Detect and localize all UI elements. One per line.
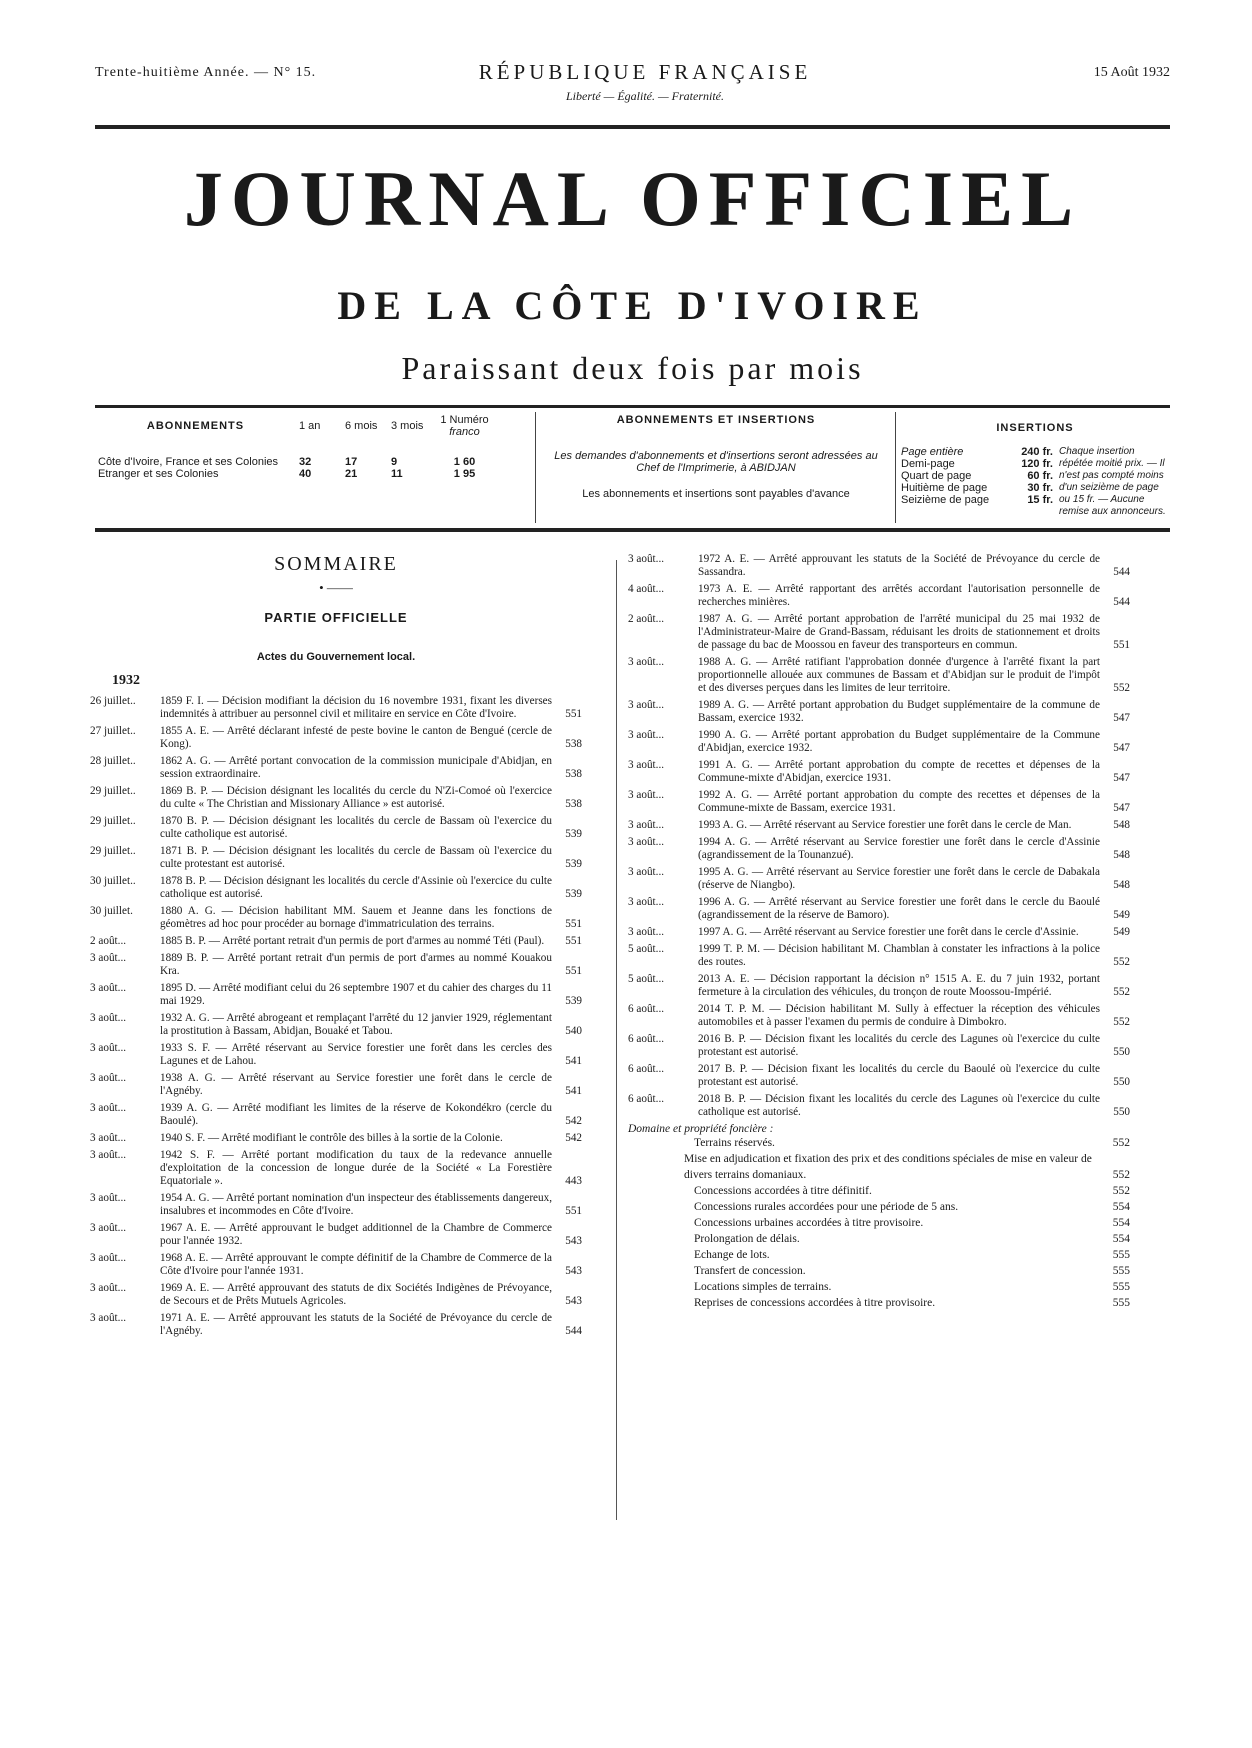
header-rule (95, 405, 1170, 408)
list-item (628, 1295, 1130, 1311)
list-item (628, 1003, 1130, 1029)
entry-text: 2013 A. E. — Décision rapportant la décision n° 1515 A. E. du 7 juin 1932, portant fermeture à la circulation des véhicules, du tronçon de route Moossou-Impérié. (698, 973, 1100, 998)
entry-text: 1938 A. G. — Arrêté réservant au Service forestier une forêt dans le cercle de l'Agnéby. (160, 1072, 552, 1097)
entry-date: 3 août... (90, 982, 127, 994)
top-rule (95, 125, 1170, 129)
page-number: 551 (565, 708, 582, 720)
column-divider (616, 560, 617, 1520)
list-item (90, 875, 582, 901)
abonnements-col (95, 414, 535, 480)
list-item (628, 973, 1130, 999)
entry-text: 1968 A. E. — Arrêté approuvant le compte définitif de la Chambre de Commerce de la Côte d'Ivoire pour l'année 1931. (160, 1252, 552, 1277)
list-item (90, 1042, 582, 1068)
page-number: 550 (1113, 1106, 1130, 1118)
list-item (628, 1231, 1130, 1247)
entry-text: 1954 A. G. — Arrêté portant nomination d'un inspecteur des établissements dangereux, insalubres et incommodes en Côte d'Ivoire. (160, 1192, 552, 1217)
entry-text: 1870 B. P. — Décision désignant les localités du cercle de Bassam où l'exercice du culte catholique est autorisé. (160, 815, 552, 840)
list-item (90, 905, 582, 931)
list-item: Seizième de page 15 fr. (901, 494, 1053, 506)
entry-text: 1895 D. — Arrêté modifiant celui du 26 septembre 1907 et du cahier des charges du 11 mai 1929. (160, 982, 552, 1007)
list-item: Huitième de page 30 fr. (901, 482, 1053, 494)
entry-text: 1990 A. G. — Arrêté portant approbation du Budget supplémentaire de la Commune d'Abidjan, exercice 1932. (698, 729, 1100, 754)
entry-text: Concessions rurales accordées pour une période de 5 ans. (694, 1201, 959, 1213)
list-item (628, 926, 1130, 939)
entry-date: 3 août... (628, 699, 665, 711)
entry-text: Transfert de concession. (694, 1265, 806, 1277)
page-number: 544 (565, 1325, 582, 1337)
col-1an: 1 an (299, 420, 321, 432)
box-bottom-rule (95, 528, 1170, 532)
page-number: 552 (1113, 986, 1130, 998)
entry-date: 3 août... (90, 1312, 127, 1324)
list-item (628, 613, 1130, 652)
page-number: 542 (565, 1115, 582, 1127)
sommaire-right-column (628, 553, 1130, 1311)
mid-col (543, 414, 889, 500)
entry-text: 1932 A. G. — Arrêté abrogeant et remplaçant l'arrêté du 12 janvier 1929, réglementant la prostitution à Bassam, Abidjan, Bouaké et Tabou. (160, 1012, 552, 1037)
republique-block (435, 60, 855, 104)
entry-text: Prolongation de délais. (694, 1233, 800, 1245)
page-number: 443 (565, 1175, 582, 1187)
page-number: 554 (1112, 1217, 1130, 1229)
entry-text: 1987 A. G. — Arrêté portant approbation de l'arrêté municipal du 25 mai 1932 de l'Administrateur-Maire de Grand-Bassam, réduisant les droits de stationnement et droits de passage du bac de Moossou en faveur des transporteurs en commun. (698, 613, 1100, 651)
entry-text: 2017 B. P. — Décision fixant les localités du cercle du Baoulé où l'exercice du culte protestant est autorisé. (698, 1063, 1100, 1088)
page-number: 547 (1113, 742, 1130, 754)
entry-text: 1862 A. G. — Arrêté portant convocation de la commission municipale d'Abidjan, en session extraordinaire. (160, 755, 552, 780)
actes-heading: Actes du Gouvernement local. (256, 651, 416, 663)
list-item (90, 1192, 582, 1218)
page-number: 540 (565, 1025, 582, 1037)
page-number: 542 (565, 1132, 582, 1144)
list-item (628, 1199, 1130, 1215)
entry-date: 3 août... (90, 1149, 127, 1161)
page-number: 547 (1113, 772, 1130, 784)
page-number: 555 (1112, 1265, 1130, 1277)
entry-text: Concessions accordées à titre définitif. (694, 1185, 872, 1197)
page-number: 549 (1113, 926, 1130, 938)
list-item (90, 935, 582, 948)
list-item (628, 759, 1130, 785)
list-item (628, 943, 1130, 969)
list-item (628, 583, 1130, 609)
entry-text: 1967 A. E. — Arrêté approuvant le budget additionnel de la Chambre de Commerce pour l'année 1932. (160, 1222, 552, 1247)
list-item (628, 896, 1130, 922)
entry-text: 1855 A. E. — Arrêté déclarant infesté de peste bovine le canton de Bengué (cercle de Kong). (160, 725, 552, 750)
list-item (90, 1222, 582, 1248)
page-number: 549 (1113, 909, 1130, 921)
journal-subtitle: DE LA CÔTE D'IVOIRE (337, 283, 928, 328)
page-number: 555 (1112, 1281, 1130, 1293)
entry-text: 1997 A. G. — Arrêté réservant au Service forestier une forêt dans le cercle d'Assinie. (698, 926, 1079, 938)
entry-date: 26 juillet.. (90, 695, 136, 707)
parution-frequency: Paraissant deux fois par mois (401, 350, 864, 386)
page-number: 552 (1113, 956, 1130, 968)
entry-date: 2 août... (90, 935, 127, 947)
entry-date: 27 juillet.. (90, 725, 136, 737)
entry-text: Locations simples de terrains. (694, 1281, 832, 1293)
entry-date: 2 août... (628, 613, 665, 625)
entry-date: 3 août... (628, 789, 665, 801)
page-number: 552 (1112, 1185, 1130, 1197)
col-6mois: 6 mois (345, 420, 378, 432)
entry-date: 3 août... (628, 866, 665, 878)
entry-date: 3 août... (628, 896, 665, 908)
entry-text: 1993 A. G. — Arrêté réservant au Service forestier une forêt dans le cercle de Man. (698, 819, 1072, 831)
entry-text: 2016 B. P. — Décision fixant les localités du cercle des Lagunes où l'exercice du culte protestant est autorisé. (698, 1033, 1100, 1058)
masthead-top (95, 60, 1170, 103)
list-item (628, 1215, 1130, 1231)
entry-text: Concessions urbaines accordées à titre provisoire. (694, 1217, 924, 1229)
entry-text: 1988 A. G. — Arrêté ratifiant l'approbation donnée d'urgence à l'arrêté fixant la part proportionnelle allouée aux communes de Bassam et d'Abidjan sur le produit de l'impôt et des diverses perçues dans les limites de leur territoire. (698, 656, 1100, 694)
page-number: 539 (565, 858, 582, 870)
entry-date: 3 août... (628, 836, 665, 848)
list-item (628, 836, 1130, 862)
entry-date: 4 août... (628, 583, 665, 595)
page-number: 555 (1112, 1249, 1130, 1261)
abonnements-head: ABONNEMENTS (146, 420, 245, 432)
list-item: Page entière 240 fr. (901, 446, 1053, 458)
entry-date: 3 août... (90, 1252, 127, 1264)
sommaire-title: SOMMAIRE (274, 553, 398, 575)
journal-title: JOURNAL OFFICIEL (183, 155, 1082, 242)
entry-date: 29 juillet.. (90, 785, 136, 797)
entry-text: 1973 A. E. — Arrêté rapportant des arrêtés accordant l'autorisation personnelle de recherches minières. (698, 583, 1100, 608)
entry-date: 5 août... (628, 973, 665, 985)
page-number: 551 (565, 965, 582, 977)
page-number: 541 (565, 1085, 582, 1097)
entry-text: 1969 A. E. — Arrêté approuvant des statuts de dix Sociétés Indigènes de Prévoyance, de Secours et de Prêts Mutuels Agricoles. (160, 1282, 552, 1307)
list-item: Quart de page 60 fr. (901, 470, 1053, 482)
list-item (628, 819, 1130, 832)
list-item (90, 755, 582, 781)
entry-date: 3 août... (90, 1222, 127, 1234)
page-number: 551 (565, 918, 582, 930)
list-item (90, 1012, 582, 1038)
entry-text: 2014 T. P. M. — Décision habilitant M. Sully à effectuer la réception des véhicules automobiles et à passer l'examen du permis de conduire à Dimbokro. (698, 1003, 1100, 1028)
left-entry-list (90, 695, 582, 1338)
page-number: 547 (1113, 802, 1130, 814)
page-number: 550 (1113, 1046, 1130, 1058)
entry-date: 3 août... (90, 952, 127, 964)
entry-text: 2018 B. P. — Décision fixant les localités du cercle des Lagunes où l'exercice du culte catholique est autorisé. (698, 1093, 1100, 1118)
list-item (90, 1252, 582, 1278)
entry-text: 1999 T. P. M. — Décision habilitant M. Chamblan à constater les infractions à la police des routes. (698, 943, 1100, 968)
list-item (90, 845, 582, 871)
insertions-col (901, 414, 1169, 517)
list-item (628, 729, 1130, 755)
entry-text: 1878 B. P. — Décision désignant les localités du cercle d'Assinie où l'exercice du culte catholique est autorisé. (160, 875, 552, 900)
list-item (90, 1149, 582, 1188)
page-number: 551 (1113, 639, 1130, 651)
list-item (628, 1135, 1130, 1151)
entry-text: 1859 F. I. — Décision modifiant la décision du 16 novembre 1931, fixant les diverses indemnités à attribuer au personnel civil et militaire en service en Côte d'Ivoire. (160, 695, 552, 720)
entry-text: 1996 A. G. — Arrêté réservant au Service forestier une forêt dans le cercle du Baoulé (agrandissement de la réserve de Bamoro). (698, 896, 1100, 921)
sommaire-left-column (90, 553, 582, 1342)
insertions-head: INSERTIONS (996, 422, 1074, 434)
entry-date: 3 août... (90, 1042, 127, 1054)
list-item (628, 1183, 1130, 1199)
entry-date: 28 juillet.. (90, 755, 136, 767)
divider (535, 412, 536, 523)
list-item (628, 1063, 1130, 1089)
page-number: 554 (1112, 1233, 1130, 1245)
list-item (628, 553, 1130, 579)
list-item: Demi-page 120 fr. (901, 458, 1053, 470)
entry-date: 6 août... (628, 1063, 665, 1075)
page-number: 539 (565, 995, 582, 1007)
tarifs-list (901, 446, 1053, 506)
republique-title: RÉPUBLIQUE FRANÇAISE (478, 60, 812, 84)
page-number: 548 (1113, 819, 1130, 831)
page-number: 539 (565, 888, 582, 900)
list-item (628, 1033, 1130, 1059)
page-number: 554 (1112, 1201, 1130, 1213)
domaine-list (628, 1135, 1130, 1311)
entry-text: 1991 A. G. — Arrêté portant approbation du compte de recettes et dépenses de la Commune-mixte d'Abidjan, exercice 1931. (698, 759, 1100, 784)
entry-date: 3 août... (90, 1102, 127, 1114)
page-number: 538 (565, 768, 582, 780)
page-number: 538 (565, 798, 582, 810)
entry-date: 6 août... (628, 1033, 665, 1045)
entry-date: 30 juillet.. (90, 875, 136, 887)
page-number: 552 (1113, 1016, 1130, 1028)
page-number: 552 (1113, 682, 1130, 694)
entry-text: 1994 A. G. — Arrêté réservant au Service forestier une forêt dans le cercle d'Assinie (agrandissement de la Tounanzué). (698, 836, 1100, 861)
page-number: 543 (565, 1295, 582, 1307)
list-item (90, 695, 582, 721)
entry-date: 3 août... (90, 1132, 127, 1144)
page-number: 548 (1113, 879, 1130, 891)
entry-date: 3 août... (628, 819, 665, 831)
page-number: 544 (1113, 596, 1130, 608)
page-number: 538 (565, 738, 582, 750)
year-heading: 1932 (112, 673, 140, 688)
page-number: 543 (565, 1265, 582, 1277)
table-row: Etranger et ses Colonies 40 21 11 1 95 (98, 468, 476, 480)
mid-head: ABONNEMENTS ET INSERTIONS (616, 414, 816, 426)
list-item (628, 1151, 1130, 1183)
entry-date: 3 août... (90, 1192, 127, 1204)
list-item (90, 1282, 582, 1308)
issue-date: 15 Août 1932 (1093, 65, 1170, 80)
list-item (628, 866, 1130, 892)
list-item (628, 699, 1130, 725)
domaine-heading: Domaine et propriété foncière : (628, 1123, 774, 1135)
entry-date: 3 août... (628, 729, 665, 741)
entry-date: 3 août... (90, 1282, 127, 1294)
mid-text2: Les abonnements et insertions sont payables d'avance (582, 488, 850, 500)
list-item (90, 725, 582, 751)
page-number: 539 (565, 828, 582, 840)
list-item (90, 952, 582, 978)
mid-text1: Les demandes d'abonnements et d'insertions seront adressées au Chef de l'Imprimerie, à ABIDJAN (554, 450, 878, 474)
entry-date: 3 août... (628, 553, 665, 565)
entry-text: 1869 B. P. — Décision désignant les localités du cercle du N'Zi-Comoé où l'exercice du culte « The Christian and Missionary Alliance » est autorisé. (160, 785, 552, 810)
entry-date: 3 août... (90, 1012, 127, 1024)
entry-date: 29 juillet.. (90, 815, 136, 827)
entry-date: 3 août... (628, 759, 665, 771)
entry-date: 3 août... (90, 1072, 127, 1084)
entry-text: Mise en adjudication et fixation des prix et des conditions spéciales de mise en valeur de divers terrains domaniaux. (684, 1153, 1092, 1181)
entry-text: Terrains réservés. (694, 1137, 775, 1149)
partie-officielle: PARTIE OFFICIELLE (264, 610, 408, 625)
entry-text: 1889 B. P. — Arrêté portant retrait d'un permis de port d'armes au nommé Kouakou Kra. (160, 952, 552, 977)
ornament: • —— (319, 580, 353, 595)
col-numero: 1 Numéro franco (440, 414, 489, 438)
entry-text: 1995 A. G. — Arrêté réservant au Service forestier une forêt dans le cercle de Dabakala (réserve de Niangbo). (698, 866, 1100, 891)
page-number: 548 (1113, 849, 1130, 861)
insertions-note: Chaque insertion répétée moitié prix. — Il n'est pas compté moins d'un seizième de page ou 15 fr. — Aucune remise aux annonceurs. (1059, 446, 1166, 517)
list-item (628, 1279, 1130, 1295)
entry-text: 1885 B. P. — Arrêté portant retrait d'un permis de port d'armes au nommé Téti (Paul). (160, 935, 545, 947)
right-entry-list (628, 553, 1130, 1119)
entry-date: 6 août... (628, 1003, 665, 1015)
entry-date: 29 juillet.. (90, 845, 136, 857)
list-item (628, 1093, 1130, 1119)
list-item (628, 1247, 1130, 1263)
page-number: 541 (565, 1055, 582, 1067)
entry-text: 1880 A. G. — Décision habilitant MM. Sauem et Jeanne dans les fonctions de géomètres ad hoc pour procéder au bornage d'immatriculation des terrains. (160, 905, 552, 930)
entry-text: Echange de lots. (694, 1249, 770, 1261)
list-item (90, 1312, 582, 1338)
page-number: 552 (1112, 1137, 1130, 1149)
list-item (90, 982, 582, 1008)
entry-text: 1942 S. F. — Arrêté portant modification du taux de la redevance annuelle d'exploitation de la concession de longue durée de la Société « La Forestière Equatoriale ». (160, 1149, 552, 1187)
entry-text: 1933 S. F. — Arrêté réservant au Service forestier une forêt dans les cercles des Lagunes et de Lahou. (160, 1042, 552, 1067)
list-item (90, 785, 582, 811)
page-number: 555 (1112, 1297, 1130, 1309)
devise: Liberté — Égalité. — Fraternité. (566, 89, 724, 103)
issue-info: Trente-huitième Année. — N° 15. (95, 65, 317, 80)
subscription-box (95, 410, 1170, 525)
list-item (628, 1263, 1130, 1279)
entry-date: 6 août... (628, 1093, 665, 1105)
entry-date: 5 août... (628, 943, 665, 955)
entry-text: 1971 A. E. — Arrêté approuvant les statuts de la Société de Prévoyance du cercle de l'Agnéby. (160, 1312, 552, 1337)
list-item (90, 1102, 582, 1128)
divider (895, 412, 896, 523)
col-3mois: 3 mois (391, 420, 424, 432)
page-number: 551 (565, 935, 582, 947)
page-number: 551 (565, 1205, 582, 1217)
entry-text: Reprises de concessions accordées à titre provisoire. (694, 1297, 936, 1309)
page-number: 552 (1112, 1169, 1130, 1181)
entry-text: 1972 A. E. — Arrêté approuvant les statuts de la Société de Prévoyance du cercle de Sassandra. (698, 553, 1100, 578)
entry-text: 1989 A. G. — Arrêté portant approbation du Budget supplémentaire de la commune de Bassam, exercice 1932. (698, 699, 1100, 724)
page-number: 547 (1113, 712, 1130, 724)
entry-date: 30 juillet. (90, 905, 133, 917)
page-number: 543 (565, 1235, 582, 1247)
table-row: Côte d'Ivoire, France et ses Colonies 32 17 9 1 60 (98, 456, 476, 468)
list-item (90, 815, 582, 841)
list-item (90, 1072, 582, 1098)
page-number: 550 (1113, 1076, 1130, 1088)
list-item (90, 1132, 582, 1145)
entry-text: 1939 A. G. — Arrêté modifiant les limites de la réserve de Kokondékro (cercle du Baoulé). (160, 1102, 552, 1127)
abonnements-table (95, 414, 495, 480)
entry-date: 3 août... (628, 656, 665, 668)
entry-text: 1871 B. P. — Décision désignant les localités du cercle de Bassam où l'exercice du culte protestant est autorisé. (160, 845, 552, 870)
entry-text: 1992 A. G. — Arrêté portant approbation du compte des recettes et dépenses de la Commune-mixte de Bassam, exercice 1931. (698, 789, 1100, 814)
list-item (628, 656, 1130, 695)
list-item (628, 789, 1130, 815)
entry-date: 3 août... (628, 926, 665, 938)
page-number: 544 (1113, 566, 1130, 578)
entry-text: 1940 S. F. — Arrêté modifiant le contrôle des billes à la sortie de la Colonie. (160, 1132, 503, 1144)
